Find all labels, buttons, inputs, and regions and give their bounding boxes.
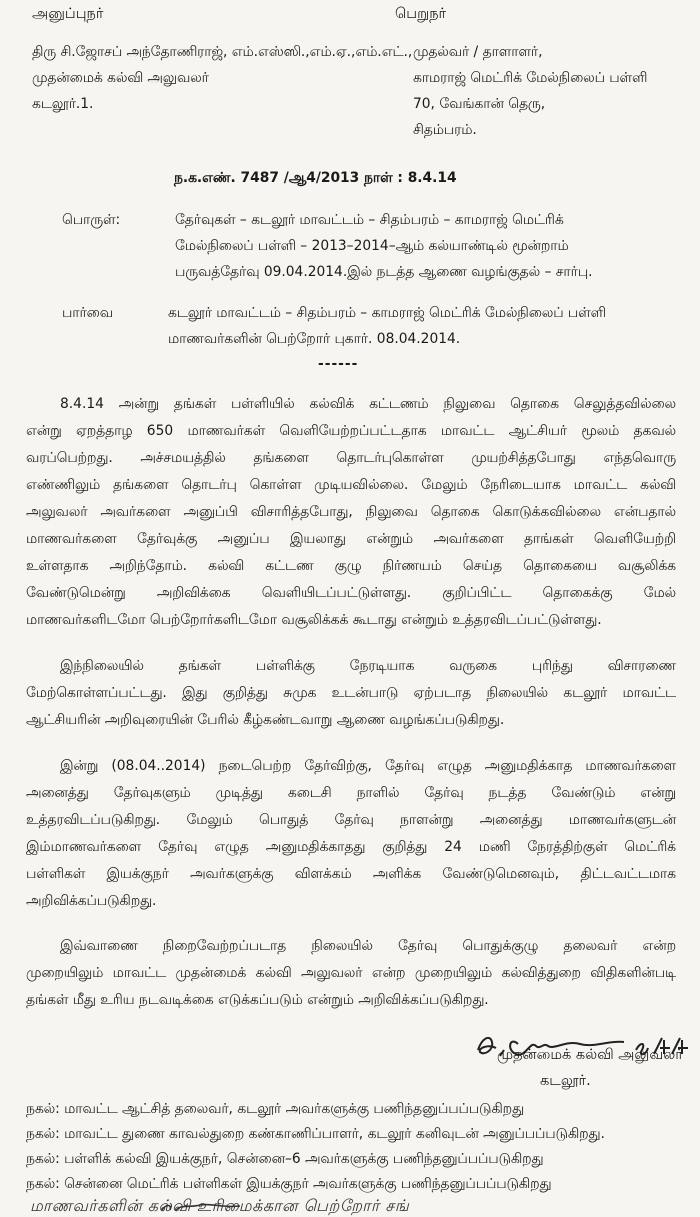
body-line: அறிவிக்கப்படுகிறது.	[26, 893, 157, 909]
body-line: பள்ளிகள் இயக்குநர் அவர்களுக்கு விளக்கம் அளிக்க வேண்டுமெனவும், திட்டவட்டமாக	[26, 866, 676, 882]
sender-line: கடலூர்.1.	[32, 96, 94, 112]
body-line: வரப்பெற்றது. அச்சமயத்தில் தங்களை தொடர்புகொள்ள முயற்சித்தபோது எந்தவொரு	[26, 450, 676, 466]
sender-line: முதன்மைக் கல்வி அலுவலர்	[32, 70, 209, 86]
body-line: மாணவர்களை தேர்வுக்கு அனுப்ப இயலாது என்றும் அவர்களை தாங்கள் வெளியேற்றி	[26, 531, 676, 547]
signature-place: கடலூர்.	[540, 1073, 591, 1089]
recipient-line: சிதம்பரம்.	[413, 122, 477, 138]
body-line: உத்தரவிடப்படுகிறது. மேலும் பொதுத் தேர்வு நாளன்று அனைத்து மாணவர்களுடன்	[26, 812, 676, 828]
body-line: உள்ளதாக அறிந்தோம். கல்வி கட்டண குழு நிர்ணயம் செய்த தொகையை வசூலிக்க	[26, 558, 676, 574]
divider: ------	[318, 356, 359, 372]
body-line: 8.4.14 அன்று தங்கள் பள்ளியில் கல்விக் கட்டணம் நிலுவை தொகை செலுத்தவில்லை	[60, 396, 676, 412]
reference-line: மாணவர்களின் பெற்றோர் புகார். 08.04.2014.	[168, 331, 461, 347]
initials-icon	[160, 1202, 250, 1211]
reference-line: கடலூர் மாவட்டம் – சிதம்பரம் – காமராஜ் மெட்ரிக் மேல்நிலைப் பள்ளி	[168, 305, 606, 321]
body-line: முறையிலும் மாவட்ட முதன்மைக் கல்வி அலுவலர் என்ற முறையிலும் கல்வித்துறை விதிகளின்படி	[26, 965, 676, 981]
body-line: மாணவர்களிடமோ பெற்றோர்களிடமோ வசூலிக்கக் கூடாது என்றும் உத்தரவிடப்பட்டுள்ளது.	[26, 612, 602, 628]
body-line: தங்கள் மீது உரிய நடவடிக்கை எடுக்கப்படும் என்றும் அறிவிக்கப்படுகிறது.	[26, 992, 489, 1008]
sender-line: திரு சி.ஜோசப் அந்தோணிராஜ், எம்.எஸ்ஸி.,எம்.ஏ.,எம்.எட்.,	[32, 44, 413, 60]
body-line: இந்நிலையில் தங்கள் பள்ளிக்கு நேரடியாக வருகை புரிந்து விசாரணை	[60, 658, 676, 674]
reference-label: பார்வை	[62, 305, 113, 321]
body-line: வேண்டுமென்று அறிவிக்கை வெளியிடப்பட்டுள்ளது. குறிப்பிட்ட தொகைக்கு மேல்	[26, 585, 676, 601]
ref-number-line: ந.க.எண். 7487 /ஆ4/2013 நாள் : 8.4.14	[174, 170, 457, 186]
recipient-line: 70, வேங்கான் தெரு,	[413, 96, 546, 112]
copy-line: நகல்: மாவட்ட துணை காவல்துறை கண்காணிப்பாளர், கடலூர் கனிவுடன் அனுப்பப்படுகிறது.	[26, 1126, 605, 1142]
recipient-line: முதல்வர் / தாளாளர்,	[413, 44, 543, 60]
subject-line: மேல்நிலைப் பள்ளி – 2013–2014–ஆம் கல்யாண்டில் மூன்றாம்	[175, 238, 569, 254]
subject-line: பருவத்தேர்வு 09.04.2014.இல் நடத்த ஆணை வழங்குதல் – சார்பு.	[175, 264, 593, 280]
recipient-line: காமராஜ் மெட்ரிக் மேல்நிலைப் பள்ளி	[413, 70, 648, 86]
handwritten-note: மாணவர்களின் கல்வி உரிமைக்கான பெற்றோர் சங்	[30, 1196, 410, 1215]
body-line: ஆட்சியரின் அறிவுரையின் பேரில் கீழ்கண்டவாறு ஆணை வழங்கப்படுகிறது.	[26, 712, 505, 728]
subject-label: பொருள்:	[62, 212, 121, 228]
signature-designation: முதன்மைக் கல்வி அலுவலர்	[497, 1047, 683, 1063]
body-line: மேற்கொள்ளப்பட்டது. இது குறித்து சுமுக உடன்பாடு ஏற்படாத நிலையில் கடலூர் மாவட்ட	[26, 685, 676, 701]
body-line: எண்ணிலும் தங்களை தொடர்பு கொள்ள முடியவில்லை. மேலும் நேரிடையாக மாவட்ட கல்வி	[26, 477, 676, 493]
subject-line: தேர்வுகள் – கடலூர் மாவட்டம் – சிதம்பரம் – காமராஜ் மெட்ரிக்	[175, 212, 564, 228]
from-label: அனுப்புநர்	[32, 6, 104, 22]
body-line: என்று ஏறத்தாழ 650 மாணவர்கள் வெளியேற்றப்பட்டதாக மாவட்ட ஆட்சியர் மூலம் தகவல்	[26, 423, 676, 439]
body-line: இவ்வாணை நிறைவேற்றப்படாத நிலையில் தேர்வு பொதுக்குழு தலைவர் என்ற	[60, 938, 676, 954]
copy-line: நகல்: பள்ளிக் கல்வி இயக்குநர், சென்னை–6 அவர்களுக்கு பணிந்தனுப்பப்படுகிறது	[26, 1151, 544, 1167]
copy-line: நகல்: மாவட்ட ஆட்சித் தலைவர், கடலூர் அவர்களுக்கு பணிந்தனுப்பப்படுகிறது	[26, 1101, 525, 1117]
copy-line: நகல்: சென்னை மெட்ரிக் பள்ளிகள் இயக்குநர் அவர்களுக்கு பணிந்தனுப்பப்படுகிறது	[26, 1176, 552, 1192]
body-line: இன்று (08.04..2014) நடைபெற்ற தேர்விற்கு, தேர்வு எழுத அனுமதிக்காத மாணவர்களை	[60, 758, 676, 774]
body-line: இம்மாணவர்களை தேர்வு எழுத அனுமதிக்காதது குறித்து 24 மணி நேரத்திற்குள் மெட்ரிக்	[26, 839, 676, 855]
to-label: பெறுநர்	[395, 6, 447, 22]
body-line: அலுவலர் அவர்களை அனுப்பி விசாரித்தபோது, நிலுவை தொகை கொடுக்கவில்லை என்பதால்	[26, 504, 676, 520]
body-line: அனைத்து தேர்வுகளும் முடித்து கடைசி நாளில் தேர்வு நடத்த வேண்டும் என்று	[26, 785, 676, 801]
